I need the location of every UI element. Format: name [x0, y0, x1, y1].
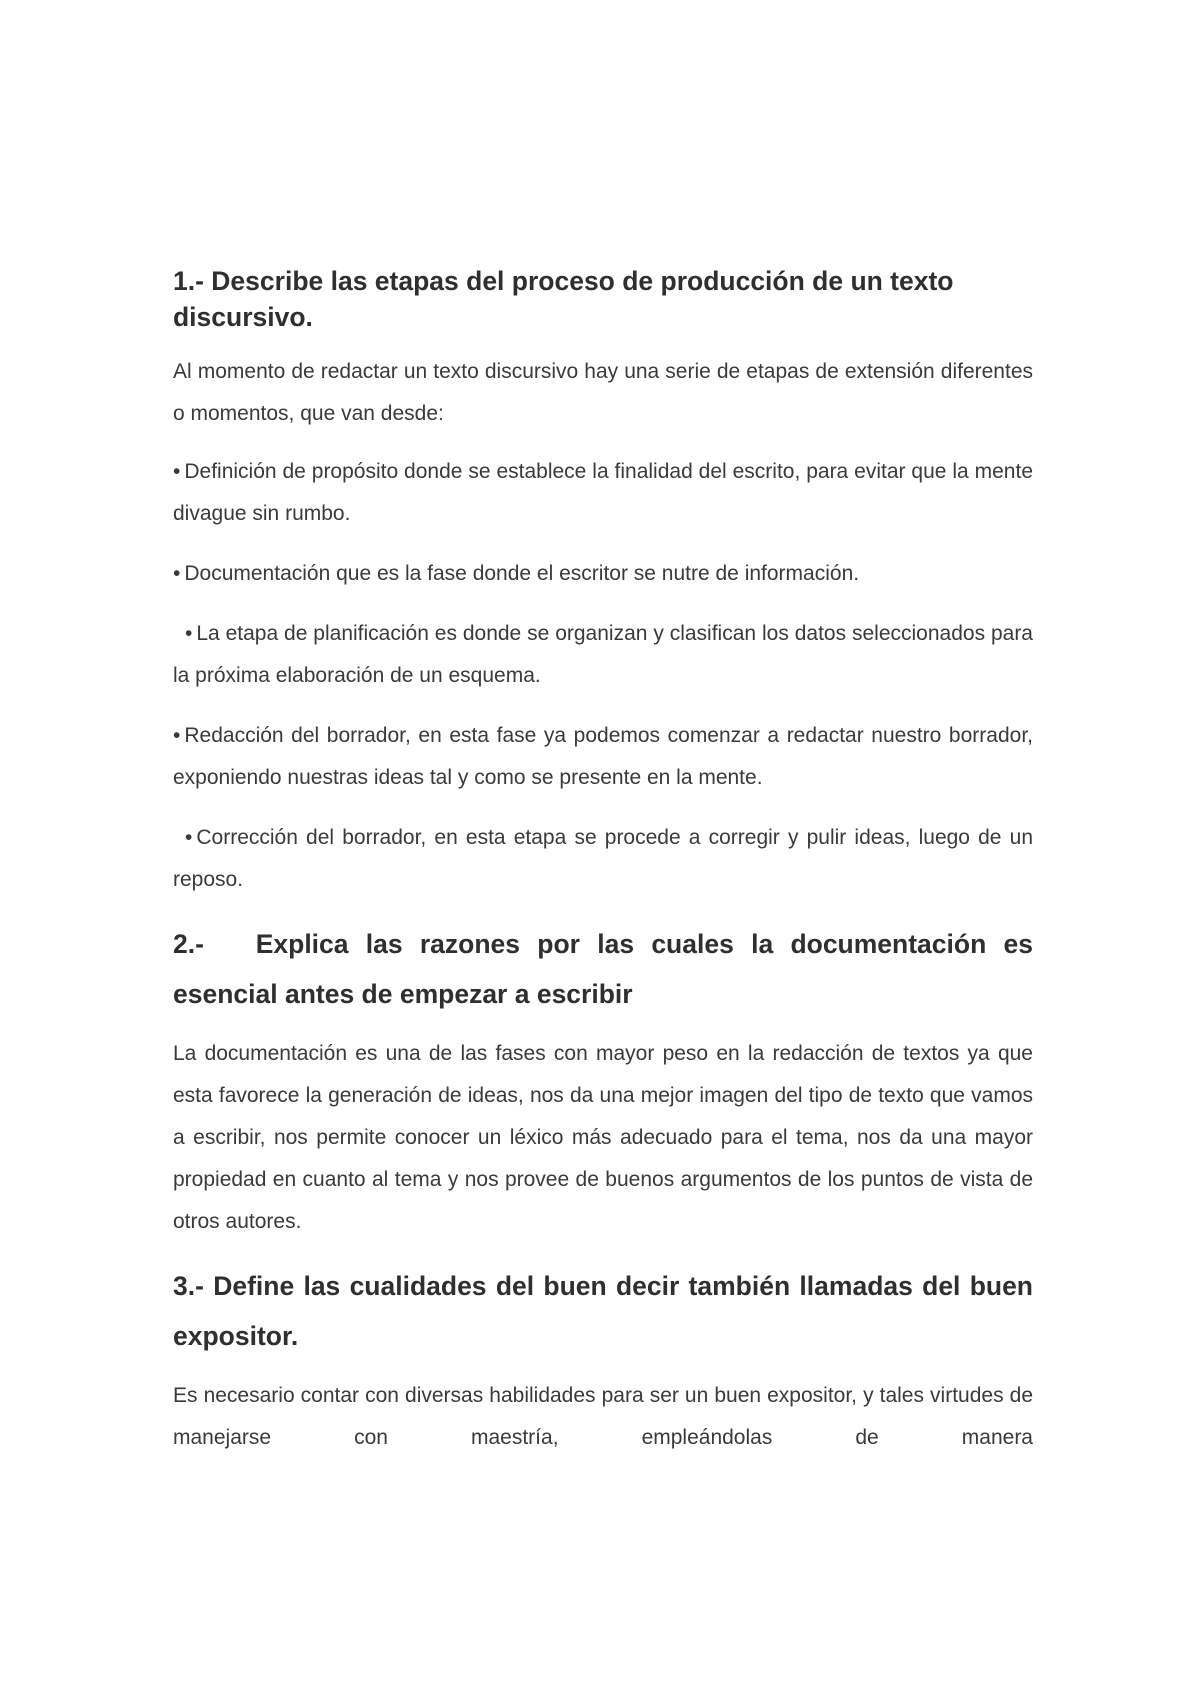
question-3-body: Es necesario contar con diversas habilidades para ser un buen expositor, y tales virtudes de manejarse con maestría, empleándolas de manera [173, 1384, 1033, 1449]
question-1-heading: 1.- Describe las etapas del proceso de producción de un texto discursivo. [173, 266, 954, 332]
question-1-intro: Al momento de redactar un texto discursivo hay una serie de etapas de extensión diferentes o momentos, que van desde: [173, 360, 1033, 425]
bullet-icon: • [173, 562, 181, 585]
bullet-text: Definición de propósito donde se establece la finalidad del escrito, para evitar que la mente divague sin rumbo. [173, 460, 1033, 525]
document-page [173, 263, 1033, 1477]
bullet-icon: • [173, 460, 181, 483]
bullet-text: Documentación que es la fase donde el escritor se nutre de información. [184, 562, 860, 585]
bullet-text: Redacción del borrador, en esta fase ya podemos comenzar a redactar nuestro borrador, exponiendo nuestras ideas tal y como se presente en la mente. [173, 724, 1033, 789]
question-3-heading: 3.- Define las cualidades del buen decir también llamadas del buen expositor. [173, 1271, 1033, 1351]
bullet-text: Corrección del borrador, en esta etapa se procede a corregir y pulir ideas, luego de un reposo. [173, 826, 1033, 891]
bullet-icon: • [185, 826, 193, 849]
question-2-heading [173, 919, 1033, 1019]
bullet-item-5 [173, 817, 1033, 901]
bullet-item-3 [173, 613, 1033, 697]
question-2-title: Explica las razones por las cuales la documentación es esencial antes de empezar a escribir [173, 929, 1034, 1009]
bullet-icon: • [173, 724, 181, 747]
bullet-icon: • [185, 622, 193, 645]
bullet-item-1 [173, 451, 1033, 535]
bullet-item-4 [173, 715, 1033, 799]
question-2-number: 2.- [173, 929, 204, 959]
question-2-body: La documentación es una de las fases con mayor peso en la redacción de textos ya que esta favorece la generación de ideas, nos da una mejor imagen del tipo de texto que vamos a escribir, nos permite conocer un léxico más adecuado para el tema, nos da una mayor propiedad en cuanto al tema y nos provee de buenos argumentos de los puntos de vista de otros autores. [173, 1042, 1033, 1233]
bullet-text: La etapa de planificación es donde se organizan y clasifican los datos seleccionados para la próxima elaboración de un esquema. [173, 622, 1033, 687]
bullet-item-2 [173, 553, 1033, 595]
